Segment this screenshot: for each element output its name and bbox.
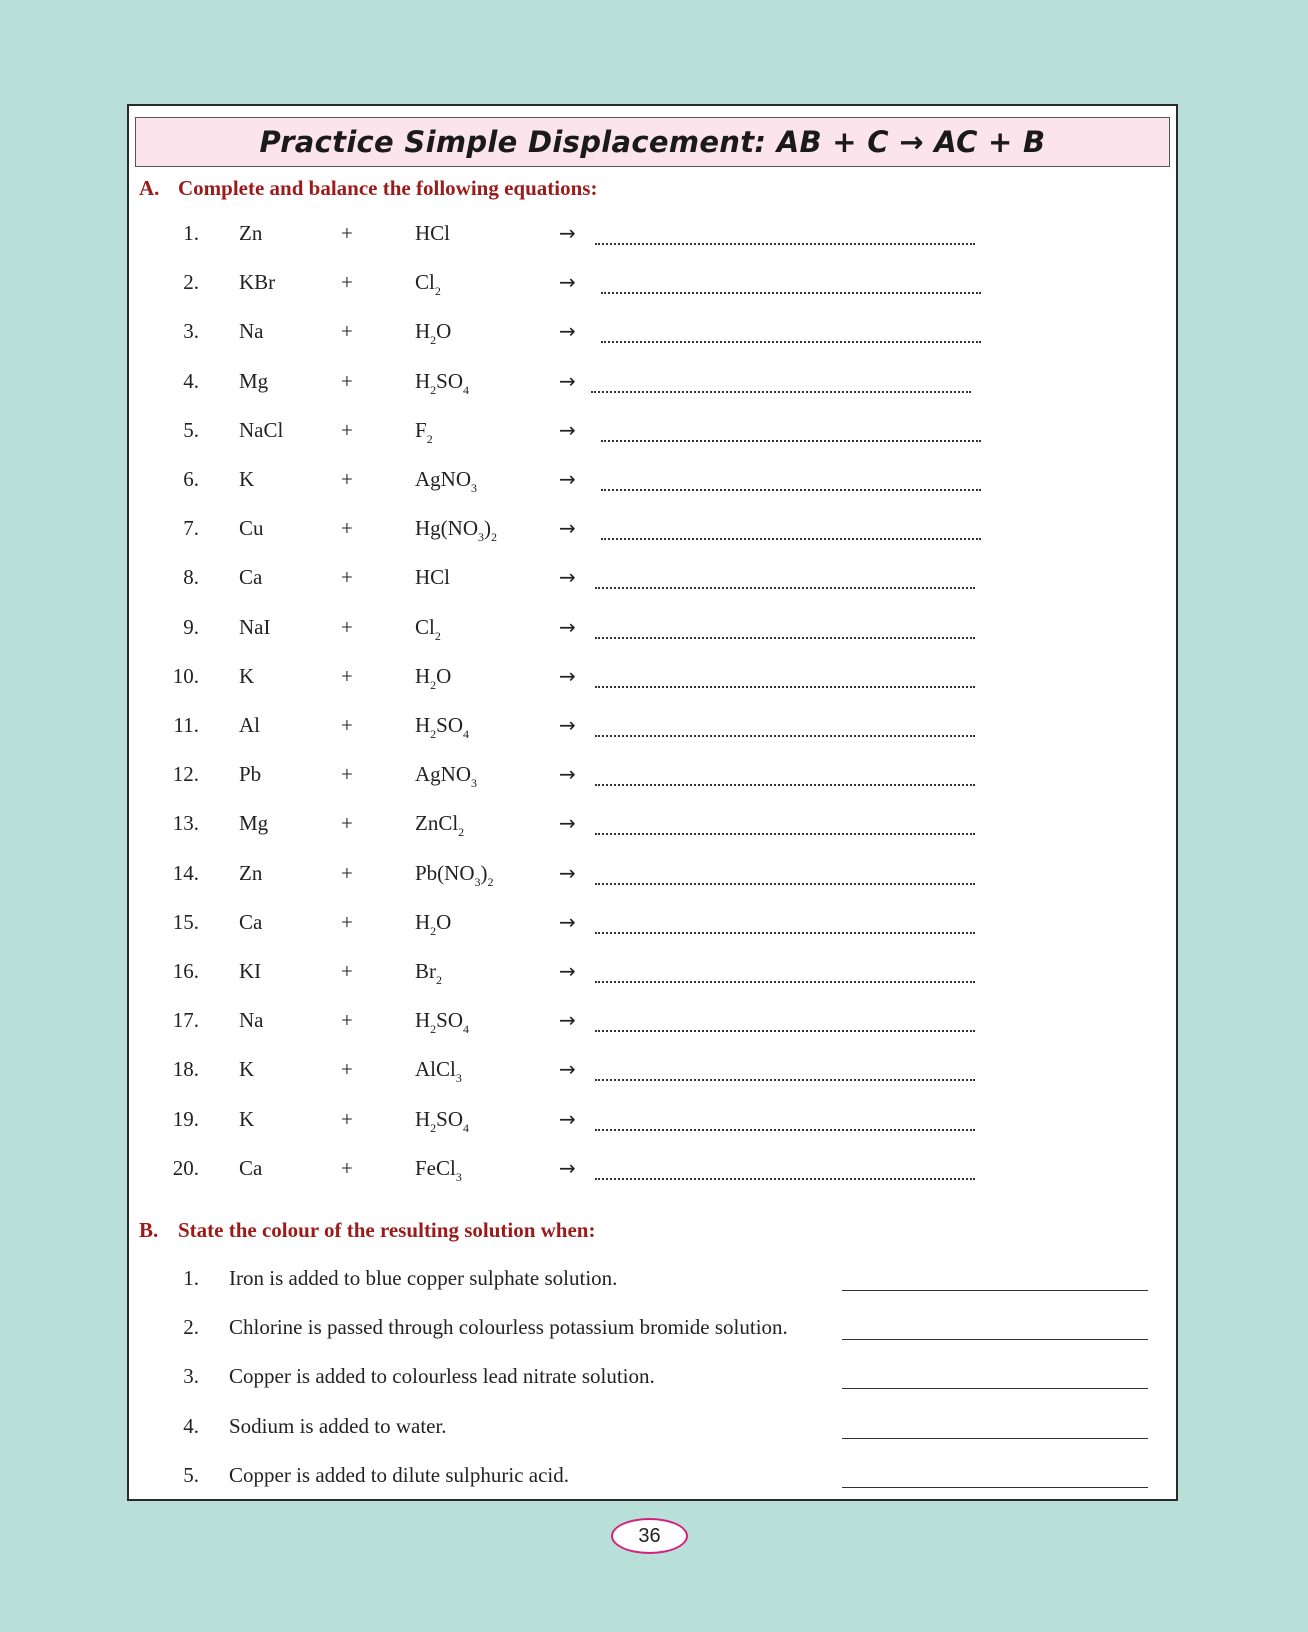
answer-line[interactable] bbox=[842, 1315, 1148, 1340]
page-title: Practice Simple Displacement: AB + C → AC + B bbox=[259, 125, 1046, 159]
reactant-a: K bbox=[239, 1057, 255, 1082]
reaction-arrow-icon: → bbox=[559, 1057, 576, 1082]
section-b-heading bbox=[139, 1218, 595, 1243]
answer-blank[interactable] bbox=[601, 321, 981, 343]
equation-number: 8. bbox=[183, 565, 199, 590]
answer-blank[interactable] bbox=[595, 764, 975, 786]
plus-sign: + bbox=[341, 565, 353, 590]
reactant-b: $Pb(NO_3)_2$ bbox=[415, 860, 494, 889]
equation-row bbox=[129, 270, 1176, 300]
reactant-b: $H_2SO_4$ bbox=[415, 368, 470, 397]
equation-number: 6. bbox=[183, 467, 199, 491]
answer-blank[interactable] bbox=[595, 223, 975, 245]
equation-number: 7. bbox=[183, 516, 199, 541]
equation-row bbox=[129, 713, 1176, 743]
answer-blank[interactable] bbox=[601, 272, 981, 294]
equation-row bbox=[129, 811, 1176, 841]
answer-blank[interactable] bbox=[601, 518, 981, 540]
reaction-arrow-icon: → bbox=[559, 713, 576, 737]
reactant-a: K bbox=[239, 467, 255, 491]
question-text: Chlorine is passed through colourless potassium bromide solution. bbox=[229, 1315, 788, 1340]
reaction-arrow-icon: → bbox=[559, 417, 576, 442]
answer-blank[interactable] bbox=[595, 961, 975, 983]
answer-blank[interactable] bbox=[595, 912, 975, 934]
plus-sign: + bbox=[341, 860, 353, 885]
plus-sign: + bbox=[341, 221, 353, 245]
question-text: Copper is added to colourless lead nitrate solution. bbox=[229, 1364, 655, 1389]
equation-number: 15. bbox=[172, 909, 199, 934]
answer-line[interactable] bbox=[842, 1463, 1148, 1488]
plus-sign: + bbox=[341, 1057, 353, 1082]
equation-row bbox=[129, 369, 1176, 399]
equation-number: 13. bbox=[172, 811, 199, 836]
reaction-arrow-icon: → bbox=[559, 516, 576, 541]
reaction-arrow-icon: → bbox=[559, 467, 576, 491]
answer-blank[interactable] bbox=[595, 715, 975, 737]
reaction-arrow-icon: → bbox=[559, 762, 576, 787]
reactant-a: Pb bbox=[239, 762, 262, 787]
equation-number: 4. bbox=[183, 368, 199, 393]
equation-number: 12. bbox=[172, 762, 199, 787]
question-number: 3. bbox=[183, 1364, 199, 1389]
equation-number: 3. bbox=[183, 319, 199, 344]
reactant-a: Mg bbox=[239, 811, 269, 836]
answer-blank[interactable] bbox=[595, 813, 975, 835]
answer-blank[interactable] bbox=[595, 617, 975, 639]
equation-number: 5. bbox=[183, 417, 199, 442]
reactant-b: HCl bbox=[415, 565, 451, 590]
page-number-badge bbox=[611, 1518, 688, 1554]
plus-sign: + bbox=[341, 762, 353, 787]
reaction-arrow-icon: → bbox=[559, 1008, 576, 1033]
section-a-heading bbox=[139, 176, 597, 201]
plus-sign: + bbox=[341, 713, 353, 737]
answer-line[interactable] bbox=[842, 1266, 1148, 1291]
reactant-b: AgNO$_3$ bbox=[415, 467, 477, 495]
equation-row bbox=[129, 565, 1176, 595]
plus-sign: + bbox=[341, 959, 353, 983]
answer-blank[interactable] bbox=[591, 371, 971, 393]
equation-row bbox=[129, 1107, 1176, 1137]
reactant-a: Ca bbox=[239, 565, 263, 590]
equation-row bbox=[129, 910, 1176, 940]
question-row bbox=[129, 1315, 1176, 1345]
reaction-arrow-icon: → bbox=[559, 319, 576, 344]
reaction-arrow-icon: → bbox=[559, 663, 576, 688]
question-text: Copper is added to dilute sulphuric acid. bbox=[229, 1462, 570, 1487]
reaction-arrow-icon: → bbox=[559, 368, 576, 393]
equation-row bbox=[129, 861, 1176, 891]
question-number: 1. bbox=[183, 1266, 199, 1290]
question-number: 5. bbox=[183, 1462, 199, 1487]
answer-line[interactable] bbox=[842, 1414, 1148, 1439]
question-text: Iron is added to blue copper sulphate solution. bbox=[229, 1266, 618, 1290]
reactant-b: $H_2O$ bbox=[415, 909, 452, 938]
plus-sign: + bbox=[341, 368, 353, 393]
reactant-a: Na bbox=[239, 319, 264, 344]
question-row bbox=[129, 1414, 1176, 1444]
reactant-b: $H_2SO_4$ bbox=[415, 1106, 470, 1135]
reactant-b: $Cl_2$ bbox=[415, 614, 441, 643]
equation-row bbox=[129, 319, 1176, 349]
answer-blank[interactable] bbox=[595, 1158, 975, 1180]
plus-sign: + bbox=[341, 417, 353, 442]
plus-sign: + bbox=[341, 1155, 353, 1180]
title-banner bbox=[135, 117, 1170, 167]
question-row bbox=[129, 1266, 1176, 1296]
plus-sign: + bbox=[341, 270, 353, 295]
question-row bbox=[129, 1364, 1176, 1394]
equation-number: 18. bbox=[172, 1057, 199, 1082]
reactant-a: Ca bbox=[239, 909, 263, 934]
reactant-b: $Hg(NO_3)_2$ bbox=[415, 516, 497, 545]
section-b-letter: B. bbox=[139, 1218, 159, 1242]
equation-number: 2. bbox=[183, 270, 199, 295]
question-number: 4. bbox=[183, 1413, 199, 1438]
reactant-b: $Cl_2$ bbox=[415, 270, 441, 299]
section-a-letter: A. bbox=[139, 176, 160, 200]
equation-row bbox=[129, 221, 1176, 251]
equation-number: 10. bbox=[172, 663, 199, 688]
reactant-b: $H_2SO_4$ bbox=[415, 1008, 470, 1037]
reactant-a: K bbox=[239, 663, 255, 688]
reaction-arrow-icon: → bbox=[559, 909, 576, 934]
reactant-a: NaI bbox=[239, 614, 271, 639]
equation-number: 14. bbox=[172, 860, 199, 885]
reactant-b: $Br_2$ bbox=[415, 959, 442, 987]
question-text: Sodium is added to water. bbox=[229, 1413, 447, 1438]
reactant-b: $H_2O$ bbox=[415, 319, 452, 348]
reaction-arrow-icon: → bbox=[559, 221, 576, 245]
plus-sign: + bbox=[341, 467, 353, 491]
plus-sign: + bbox=[341, 319, 353, 344]
reaction-arrow-icon: → bbox=[559, 959, 576, 983]
equation-number: 16. bbox=[172, 959, 199, 983]
equation-number: 9. bbox=[183, 614, 199, 639]
equation-row bbox=[129, 615, 1176, 645]
reactant-a: Zn bbox=[239, 860, 263, 885]
plus-sign: + bbox=[341, 614, 353, 639]
reactant-a: Cu bbox=[239, 516, 264, 541]
question-number: 2. bbox=[183, 1315, 199, 1340]
reactant-b: HCl bbox=[415, 221, 451, 245]
answer-blank[interactable] bbox=[595, 1109, 975, 1131]
reactant-a: Na bbox=[239, 1008, 264, 1033]
reactant-a: KI bbox=[239, 959, 262, 983]
reaction-arrow-icon: → bbox=[559, 614, 576, 639]
answer-blank[interactable] bbox=[601, 469, 981, 491]
plus-sign: + bbox=[341, 516, 353, 541]
equation-number: 1. bbox=[183, 221, 199, 245]
plus-sign: + bbox=[341, 909, 353, 934]
plus-sign: + bbox=[341, 1106, 353, 1131]
equation-row bbox=[129, 516, 1176, 546]
answer-blank[interactable] bbox=[595, 666, 975, 688]
reactant-a: NaCl bbox=[239, 417, 284, 442]
answer-line[interactable] bbox=[842, 1364, 1148, 1389]
equation-row bbox=[129, 467, 1176, 497]
reactant-a: K bbox=[239, 1106, 255, 1131]
reaction-arrow-icon: → bbox=[559, 1106, 576, 1131]
equation-number: 19. bbox=[172, 1106, 199, 1131]
equation-number: 20. bbox=[172, 1155, 199, 1180]
reaction-arrow-icon: → bbox=[559, 565, 576, 590]
reactant-b: ZnCl$_2$ bbox=[415, 811, 465, 840]
answer-blank[interactable] bbox=[595, 863, 975, 885]
reactant-b: AlCl$_3$ bbox=[415, 1057, 462, 1086]
answer-blank[interactable] bbox=[595, 567, 975, 589]
section-a-title: Complete and balance the following equations: bbox=[178, 176, 598, 200]
answer-blank[interactable] bbox=[601, 420, 981, 442]
equation-row bbox=[129, 762, 1176, 792]
reaction-arrow-icon: → bbox=[559, 811, 576, 836]
reactant-a: Zn bbox=[239, 221, 263, 245]
reactant-a: Mg bbox=[239, 368, 269, 393]
equation-number: 17. bbox=[172, 1008, 199, 1033]
question-row bbox=[129, 1463, 1176, 1493]
reaction-arrow-icon: → bbox=[559, 1155, 576, 1180]
reactant-b: $H_2SO_4$ bbox=[415, 713, 470, 741]
reactant-a: Al bbox=[239, 713, 260, 737]
equation-row bbox=[129, 1156, 1176, 1186]
page-number: 36 bbox=[638, 1524, 661, 1547]
reactant-a: KBr bbox=[239, 270, 276, 295]
equation-row bbox=[129, 664, 1176, 694]
reactant-b: AgNO$_3$ bbox=[415, 762, 477, 791]
reactant-b: $F_2$ bbox=[415, 417, 433, 446]
equation-row bbox=[129, 1008, 1176, 1038]
plus-sign: + bbox=[341, 663, 353, 688]
reaction-arrow-icon: → bbox=[559, 860, 576, 885]
equation-row bbox=[129, 418, 1176, 448]
equation-row bbox=[129, 1057, 1176, 1087]
worksheet-page bbox=[127, 104, 1178, 1501]
reactant-a: Ca bbox=[239, 1155, 263, 1180]
reactant-b: $H_2O$ bbox=[415, 663, 452, 692]
answer-blank[interactable] bbox=[595, 1010, 975, 1032]
plus-sign: + bbox=[341, 811, 353, 836]
equation-number: 11. bbox=[173, 713, 199, 737]
reactant-b: FeCl$_3$ bbox=[415, 1155, 462, 1184]
equation-row bbox=[129, 959, 1176, 989]
plus-sign: + bbox=[341, 1008, 353, 1033]
reaction-arrow-icon: → bbox=[559, 270, 576, 295]
section-b-title: State the colour of the resulting solution when: bbox=[178, 1218, 596, 1242]
answer-blank[interactable] bbox=[595, 1059, 975, 1081]
